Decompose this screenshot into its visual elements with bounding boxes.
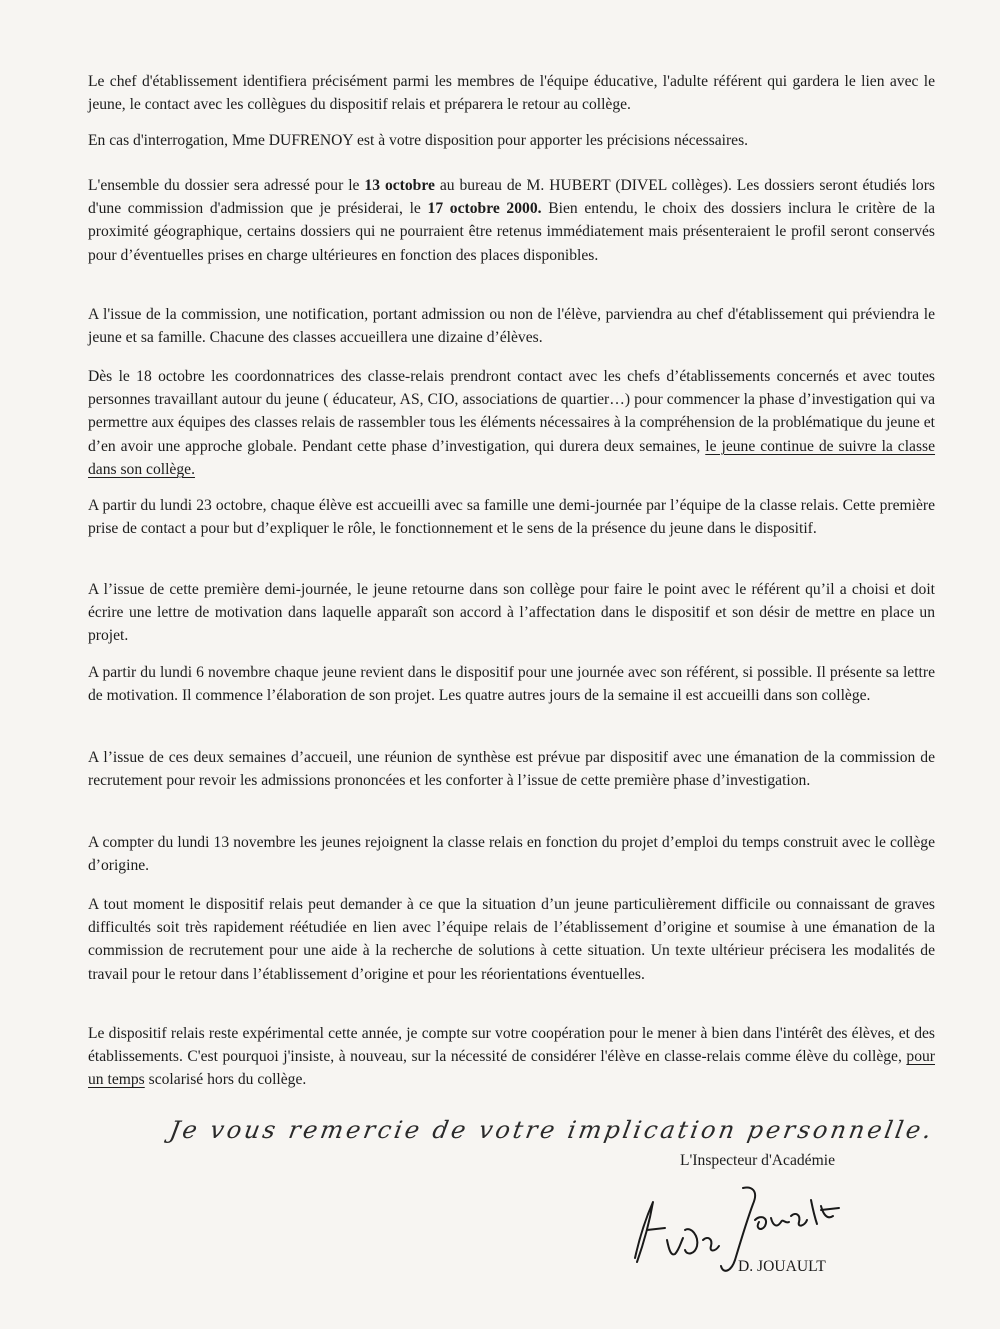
bold-date: 13 octobre bbox=[364, 177, 435, 194]
text-segment: A partir du lundi 23 octobre, chaque élève est accueilli avec sa famille une demi-journée par l’équipe de la classe relais. Cette première prise de contact a pour but d’expliquer le rôle, le fonctionnement et le sens de la présence du jeune dans le dispositif. bbox=[88, 497, 935, 538]
text-segment: A compter du lundi 13 novembre les jeunes rejoignent la classe relais en fonction du projet d’emploi du temps construit avec le collège d’origine. bbox=[88, 834, 935, 875]
text-segment: Dès le 18 octobre les coordonnatrices des classe-relais prendront contact avec les chefs d’établissements concernés et avec toutes personnes travaillant autour du jeune ( éducateur, AS, CIO, associations de quartier…) pour commencer la phase d’investigation qui va permettre aux équipes des classes relais de rassembler tous les éléments nécessaires à la compréhension de la problématique du jeune et d’en avoir une approche globale. Pendant cette phase d’investigation, qui durera deux semaines, bbox=[88, 368, 935, 455]
signatory-name: D. JOUAULT bbox=[738, 1258, 826, 1275]
underlined-text: le jeune continue de suivre la classe dans son collège. bbox=[88, 437, 936, 478]
text-segment: A l'issue de la commission, une notification, portant admission ou non de l'élève, parviendra au chef d'établissement qui préviendra le jeune et sa famille. Chacune des classes accueillera une dizaine d’élèves. bbox=[88, 306, 935, 347]
handwritten-note-text: Je vous remercie de votre implication personnelle. bbox=[167, 1116, 937, 1144]
text-segment: A l’issue de cette première demi-journée, le jeune retourne dans son collège pour faire le point avec le référent qu’il a choisi et doit écrire une lettre de motivation dans laquelle apparaît son accord à l’affectation dans le dispositif et son désir de mettre en place un projet. bbox=[88, 581, 935, 645]
text-segment: L'ensemble du dossier sera adressé pour le bbox=[88, 177, 365, 194]
text-segment: A partir du lundi 6 novembre chaque jeune revient dans le dispositif pour une journée avec son référent, si possible. Il présente sa lettre de motivation. Il commence l’élaboration de son projet. Les quatre autres jours de la semaine il est accueilli dans son collège. bbox=[88, 664, 935, 705]
text-segment: Le chef d'établissement identifiera précisément parmi les membres de l'équipe éducative, l'adulte référent qui gardera le lien avec le jeune, le contact avec les collègues du dispositif relais et préparera le retour au collège. bbox=[88, 73, 935, 114]
paragraph-referent bbox=[88, 70, 935, 116]
text-segment: A tout moment le dispositif relais peut demander à ce que la situation d’un jeune particulièrement difficile ou connaissant de graves difficultés soit très rapidement réétudiée en lien avec l’équipe relais de l’établissement d’origine et soumise à une émanation de la commission de recrutement pour une aide à la recherche de solutions à cette situation. Un texte ultérieur précisera les modalités de travail pour le retour dans l’établissement d’origine et pour les réorientations éventuelles. bbox=[88, 896, 935, 983]
text-segment: A l’issue de ces deux semaines d’accueil, une réunion de synthèse est prévue par dispositif avec une émanation de la commission de recrutement pour revoir les admissions prononcées et les conforter à l’issue de cette première phase d’investigation. bbox=[88, 749, 935, 790]
signatory-title: L'Inspecteur d'Académie bbox=[680, 1152, 835, 1169]
text-segment: Le dispositif relais reste expérimental cette année, je compte sur votre coopération pour le mener à bien dans l'intérêt des élèves, et des établissements. C'est pourquoi j'insiste, à nouveau, sur la nécessité de considérer l'élève en classe-relais comme élève du collège, bbox=[88, 1025, 935, 1066]
handwritten-note bbox=[168, 1116, 937, 1144]
paragraph-demi-journee bbox=[88, 578, 935, 648]
paragraph-dossier bbox=[88, 174, 935, 267]
text-segment: En cas d'interrogation, Mme DUFRENOY est à votre disposition pour apporter les précisions nécessaires. bbox=[88, 132, 749, 149]
bold-date: 17 octobre 2000. bbox=[427, 200, 542, 218]
text-segment: scolarisé hors du collège. bbox=[144, 1071, 307, 1089]
paragraph-6-novembre bbox=[88, 661, 935, 707]
paragraph-contact bbox=[88, 129, 935, 152]
paragraph-synthese bbox=[88, 746, 935, 792]
paragraph-a-tout-moment bbox=[88, 893, 935, 986]
paragraph-investigation bbox=[88, 365, 935, 481]
paragraph-notification bbox=[88, 303, 935, 349]
paragraph-13-novembre bbox=[88, 831, 935, 877]
paragraph-accueil bbox=[88, 494, 935, 540]
paragraph-conclusion bbox=[88, 1022, 935, 1092]
underlined-text: pour un temps bbox=[88, 1048, 935, 1089]
text-segment: au bureau de M. HUBERT (DIVEL collèges). Les dossiers seront étudiés lors d'une commission d'admission que je présiderai, le bbox=[88, 177, 935, 218]
text-segment: Bien entendu, le choix des dossiers inclura le critère de la proximité géographique, certains dossiers qui ne pourraient être retenus immédiatement mais présenteraient le profil seront conservés pour d’éventuelles prises en charge ultérieures en fonction des places disponibles. bbox=[88, 200, 936, 264]
